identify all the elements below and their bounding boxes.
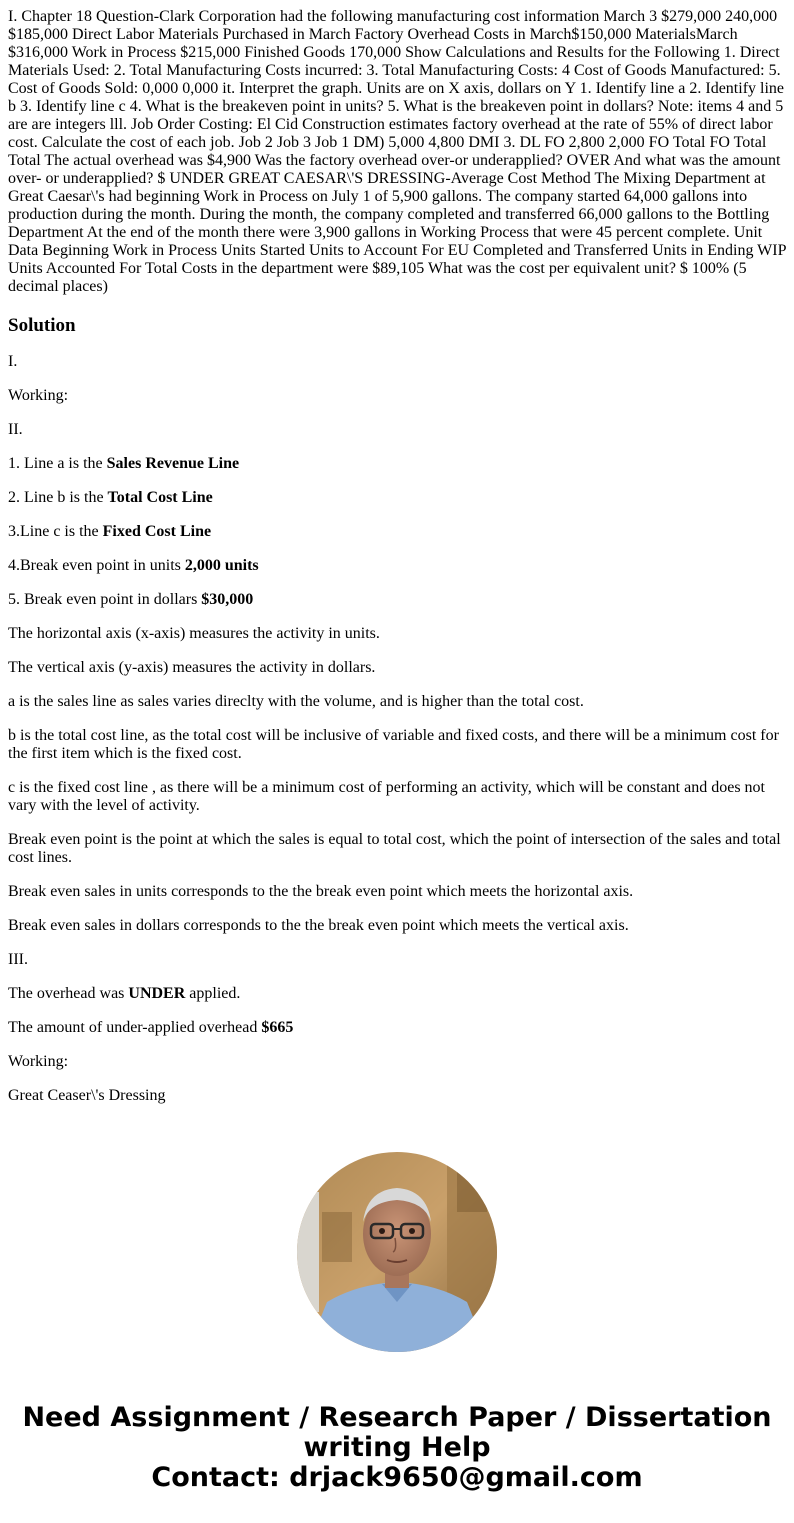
explanation-y-axis: The vertical axis (y-axis) measures the activity in dollars.	[8, 659, 376, 676]
explanation-breakeven-dollars: Break even sales in dollars corresponds to the the break even point which meets the vertical axis.	[8, 917, 629, 934]
explanation-line-c: c is the fixed cost line , as there will be a minimum cost of performing an activity, which will be constant and does not vary with the level of activity.	[8, 779, 765, 814]
solution-heading: Solution	[8, 315, 76, 336]
promo-line-1: Need Assignment / Research Paper / Dissertation	[22, 1402, 772, 1433]
explanation-x-axis: The horizontal axis (x-axis) measures the activity in units.	[8, 625, 380, 642]
answer-overhead-status: The overhead was UNDER applied.	[8, 985, 241, 1002]
explanation-breakeven-units: Break even sales in units corresponds to the the break even point which meets the horizontal axis.	[8, 883, 634, 900]
section-two-label: II.	[8, 421, 23, 438]
section-one-label: I.	[8, 353, 18, 370]
promo-line-2: writing Help	[303, 1432, 491, 1463]
promo-footer	[0, 1403, 794, 1493]
promo-contact: Contact: drjack9650@gmail.com	[151, 1462, 643, 1493]
answer-line-b: 2. Line b is the Total Cost Line	[8, 489, 213, 506]
document-body	[8, 0, 788, 1105]
avatar	[297, 1152, 497, 1352]
explanation-breakeven: Break even point is the point at which the sales is equal to total cost, which the point of intersection of the sales and total cost lines.	[8, 831, 781, 866]
working-label-2: Working:	[8, 1053, 69, 1070]
question-text: I. Chapter 18 Question-Clark Corporation had the following manufacturing cost information March 3 $279,000 240,000 $185,000 Direct Labor Materials Purchased in March Factory Overhead Costs in March$150,000 MaterialsMarch $316,000 Work in Process $215,000 Finished Goods 170,000 Show Calculations and Results for the Following 1. Direct Materials Used: 2. Total Manufacturing Costs incurred: 3. Total Manufacturing Costs: 4 Cost of Goods Manufactured: 5. Cost of Goods Sold: 0,000 0,000 it. Interpret the graph. Units are on X axis, dollars on Y 1. Identify line a 2. Identify line b 3. Identify line c 4. What is the breakeven point in units? 5. What is the breakeven point in dollars? Note: items 4 and 5 are are integers lll. Job Order Costing: El Cid Construction estimates factory overhead at the rate of 55% of direct labor cost. Calculate the cost of each job. Job 2 Job 3 Job 1 DM) 5,000 4,800 DMI 3. DL FO 2,800 2,000 FO Total FO Total Total The actual overhead was $4,900 Was the factory overhead over-or underapplied? OVER And what was the amount over- or underapplied? $ UNDER GREAT CAESAR\'S DRESSING-Average Cost Method The Mixing Department at Great Caesar\'s had beginning Work in Process on July 1 of 5,900 gallons. The company started 64,000 gallons into production during the month. During the month, the company completed and transferred 66,000 gallons to the Bottling Department At the end of the month there were 3,900 gallons in Working Process that were 45 percent complete. Unit Data Beginning Work in Process Units Started Units to Account For EU Completed and Transferred Units in Ending WIP Units Accounted For Total Costs in the department were $89,105 What was the cost per equivalent unit? $ 100% (5 decimal places)	[8, 8, 786, 295]
section-three-label: III.	[8, 951, 28, 968]
answer-line-c: 3.Line c is the Fixed Cost Line	[8, 523, 212, 540]
portrait-image	[297, 1152, 497, 1352]
answer-breakeven-units: 4.Break even point in units 2,000 units	[8, 557, 259, 574]
explanation-line-b: b is the total cost line, as the total cost will be inclusive of variable and fixed costs, and there will be a minimum cost for the first item which is the fixed cost.	[8, 727, 779, 762]
answer-line-a: 1. Line a is the Sales Revenue Line	[8, 455, 240, 472]
section-four-label: Great Ceaser\'s Dressing	[8, 1087, 166, 1104]
working-label: Working:	[8, 387, 69, 404]
explanation-line-a: a is the sales line as sales varies direclty with the volume, and is higher than the total cost.	[8, 693, 584, 710]
answer-underapplied-amount: The amount of under-applied overhead $665	[8, 1019, 294, 1036]
answer-breakeven-dollars: 5. Break even point in dollars $30,000	[8, 591, 254, 608]
